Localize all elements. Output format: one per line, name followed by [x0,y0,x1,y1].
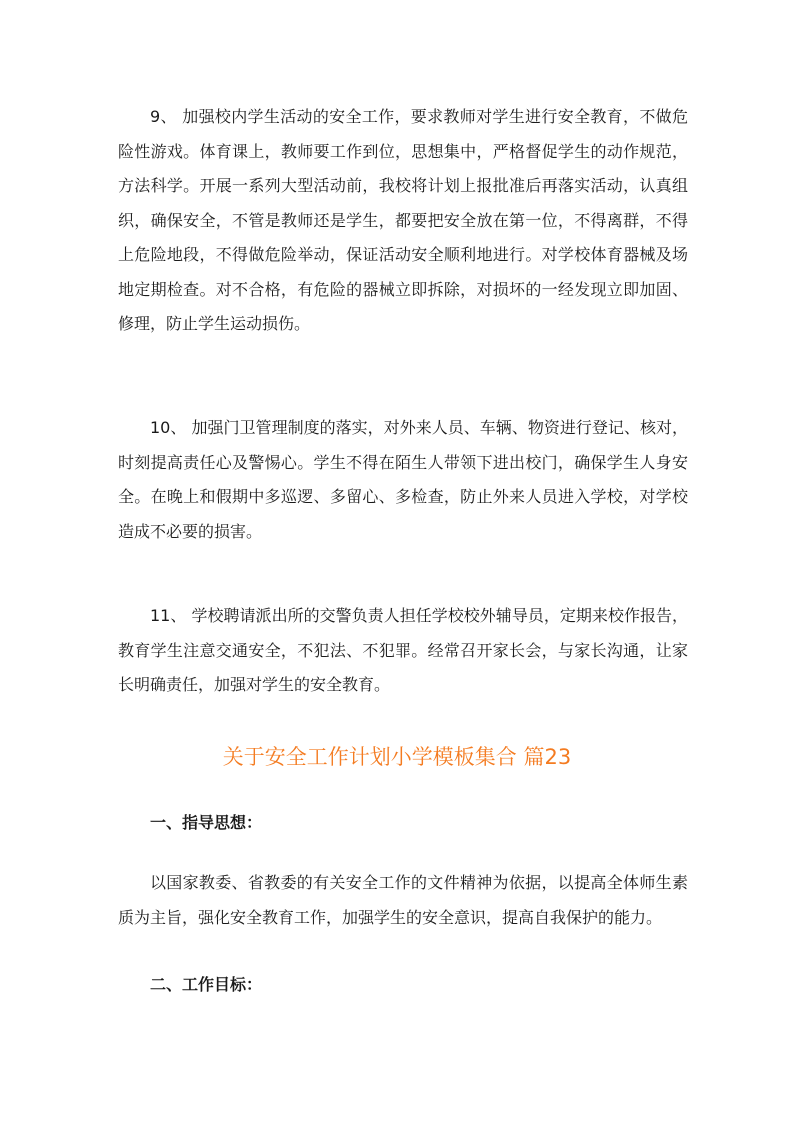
paragraph-item-10: 10、 加强门卫管理制度的落实，对外来人员、车辆、物资进行登记、核对，时刻提高责任心及警惕心。学生不得在陌生人带领下进出校门，确保学生人身安全。在晚上和假期中多巡逻、多留心、多检查，防止外来人员进入学校，对学校造成不必要的损害。 [118,418,688,541]
paragraph-item-11: 11、 学校聘请派出所的交警负责人担任学校校外辅导员，定期来校作报告，教育学生注意交通安全，不犯法、不犯罪。经常召开家长会，与家长沟通，让家长明确责任，加强对学生的安全教育。 [118,606,688,694]
section-heading: 关于安全工作计划小学模板集合 篇23 [222,745,572,769]
section-title-work-goals: 二、工作目标： [150,975,263,994]
paragraph-guiding-ideology: 以国家教委、省教委的有关安全工作的文件精神为依据，以提高全体师生素质为主旨，强化安全教育工作，加强学生的安全意识，提高自我保护的能力。 [118,873,688,927]
paragraph-item-9: 9、 加强校内学生活动的安全工作，要求教师对学生进行安全教育，不做危险性游戏。体育课上，教师要工作到位，思想集中，严格督促学生的动作规范，方法科学。开展一系列大型活动前，我校将计划上报批准后再落实活动，认真组织，确保安全，不管是教师还是学生，都要把安全放在第一位，不得离群，不得上危险地段，不得做危险举动，保证活动安全顺利地进行。对学校体育器械及场地定期检查。对不合格，有危险的器械立即拆除，对损坏的一经发现立即加固、修理，防止学生运动损伤。 [118,107,688,333]
section-title-guiding-ideology: 一、指导思想： [150,813,263,832]
